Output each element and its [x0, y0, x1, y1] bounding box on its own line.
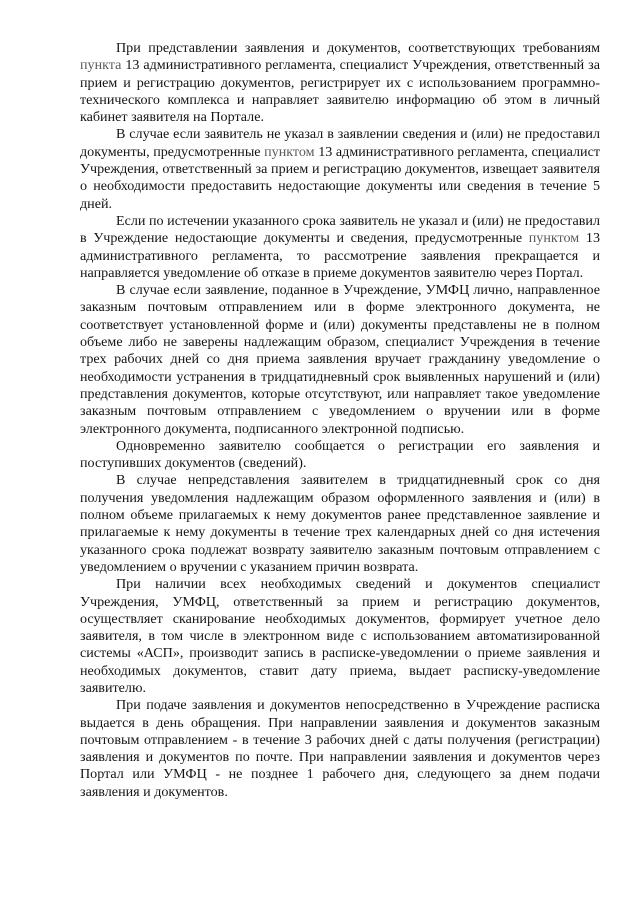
- regulation-reference: пункта: [80, 57, 122, 74]
- paragraph-2: В случае если заявитель не указал в заявлении сведения и (или) не предоставил документы, предусмотренные пунктом 13 административного регламента, специалист Учреждения, ответственный за прием и регистрацию документов, извещает заявителя о необходимости предоставить недостающие документы или сведения в течение 5 дней.: [80, 126, 600, 212]
- paragraph-1: При представлении заявления и документов, соответствующих требованиям пункта 13 административного регламента, специалист Учреждения, ответственный за прием и регистрацию документов, регистрирует их с использованием программно-технического комплекса и направляет заявителю информацию об этом в личный кабинет заявителя на Портале.: [80, 40, 600, 126]
- regulation-reference: пунктом: [264, 143, 315, 160]
- paragraph-8: При подаче заявления и документов непосредственно в Учреждение расписка выдается в день обращения. При направлении заявления и документов заказным почтовым отправлением - в течение 3 рабочих дней с даты получения (регистрации) заявления и документов по почте. При направлении заявления и документов через Портал или УМФЦ - не позднее 1 рабочего дня, следующего за днем подачи заявления и документов.: [80, 697, 600, 800]
- paragraph-3: Если по истечении указанного срока заявитель не указал и (или) не предоставил в Учреждение недостающие документы и сведения, предусмотренные пунктом 13 административного регламента, то рассмотрение заявления прекращается и направляется уведомление об отказе в приеме документов заявителю через Портал.: [80, 212, 600, 281]
- paragraph-5: Одновременно заявителю сообщается о регистрации его заявления и поступивших документов (сведений).: [80, 437, 600, 472]
- regulation-reference: пунктом: [528, 230, 580, 247]
- paragraph-4: В случае если заявление, поданное в Учреждение, УМФЦ лично, направленное заказным почтовым отправлением или в форме электронного документа, не соответствует установленной форме и (или) документы представлены не в полном объеме либо не заверены надлежащим образом, специалист Учреждения в течение трех рабочих дней со дня приема заявления вручает гражданину уведомление о необходимости устранения в тридцатидневный срок выявленных нарушений и (или) представления документов, которые отсутствуют, или направляет такое уведомление заказным почтовым отправлением с уведомлением о вручении или в форме электронного документа, подписанного электронной подписью.: [80, 282, 600, 437]
- paragraph-7: При наличии всех необходимых сведений и документов специалист Учреждения, УМФЦ, ответственный за прием и регистрацию документов, осуществляет сканирование необходимых документов, формирует учетное дело заявителя, в том числе в электронном виде с использованием автоматизированной системы «АСП», производит запись в расписке-уведомлении о приеме заявления и необходимых документов, ставит дату приема, выдает расписку-уведомление заявителю.: [80, 576, 600, 696]
- paragraph-6: В случае непредставления заявителем в тридцатидневный срок со дня получения уведомления надлежащим образом оформленного заявления и (или) в полном объеме прилагаемых к нему документов ранее представленное заявление и прилагаемые к нему документы в течение трех календарных дней со дня истечения указанного срока подлежат возврату заявителю заказным почтовым отправлением с уведомлением о вручении с указанием причин возврата.: [80, 472, 600, 575]
